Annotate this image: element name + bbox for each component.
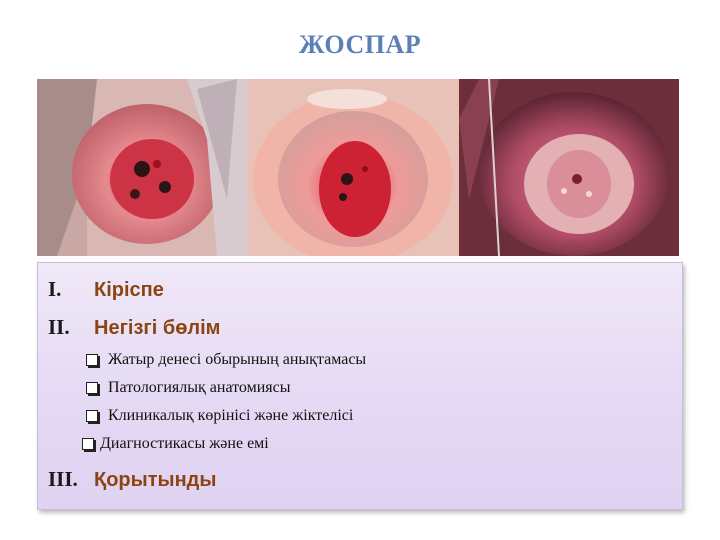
sub-item-label: Диагностикасы және емі bbox=[100, 435, 269, 452]
outline-label: Кіріспе bbox=[94, 279, 164, 301]
outline-number: III. bbox=[48, 467, 78, 491]
photo-strip bbox=[37, 79, 679, 256]
checkbox-bullet-icon bbox=[86, 410, 98, 422]
sub-item-label: Клиникалық көрінісі және жіктелісі bbox=[108, 407, 354, 424]
medical-photo-2 bbox=[247, 79, 459, 256]
medical-photo-3 bbox=[459, 79, 679, 256]
outline-label: Қорытынды bbox=[94, 469, 217, 491]
sub-item-label: Патологиялық анатомиясы bbox=[108, 379, 291, 396]
medical-photo-1 bbox=[37, 79, 247, 256]
checkbox-bullet-icon bbox=[82, 438, 94, 450]
sub-item bbox=[86, 407, 353, 425]
sub-item bbox=[82, 435, 269, 453]
outline-number: I. bbox=[48, 277, 62, 301]
outline-item-conclusion bbox=[48, 467, 216, 492]
outline-item-main bbox=[48, 315, 220, 340]
checkbox-bullet-icon bbox=[86, 354, 98, 366]
slide-title: ЖОСПАР bbox=[298, 30, 422, 59]
outline-number: II. bbox=[48, 315, 70, 339]
sub-item bbox=[86, 379, 291, 397]
outline-panel bbox=[37, 262, 683, 510]
checkbox-bullet-icon bbox=[86, 382, 98, 394]
outline-label: Негізгі бөлім bbox=[94, 317, 221, 339]
sub-item bbox=[86, 351, 366, 369]
sub-item-label: Жатыр денесі обырының анықтамасы bbox=[108, 351, 367, 368]
outline-item-intro bbox=[48, 277, 164, 302]
